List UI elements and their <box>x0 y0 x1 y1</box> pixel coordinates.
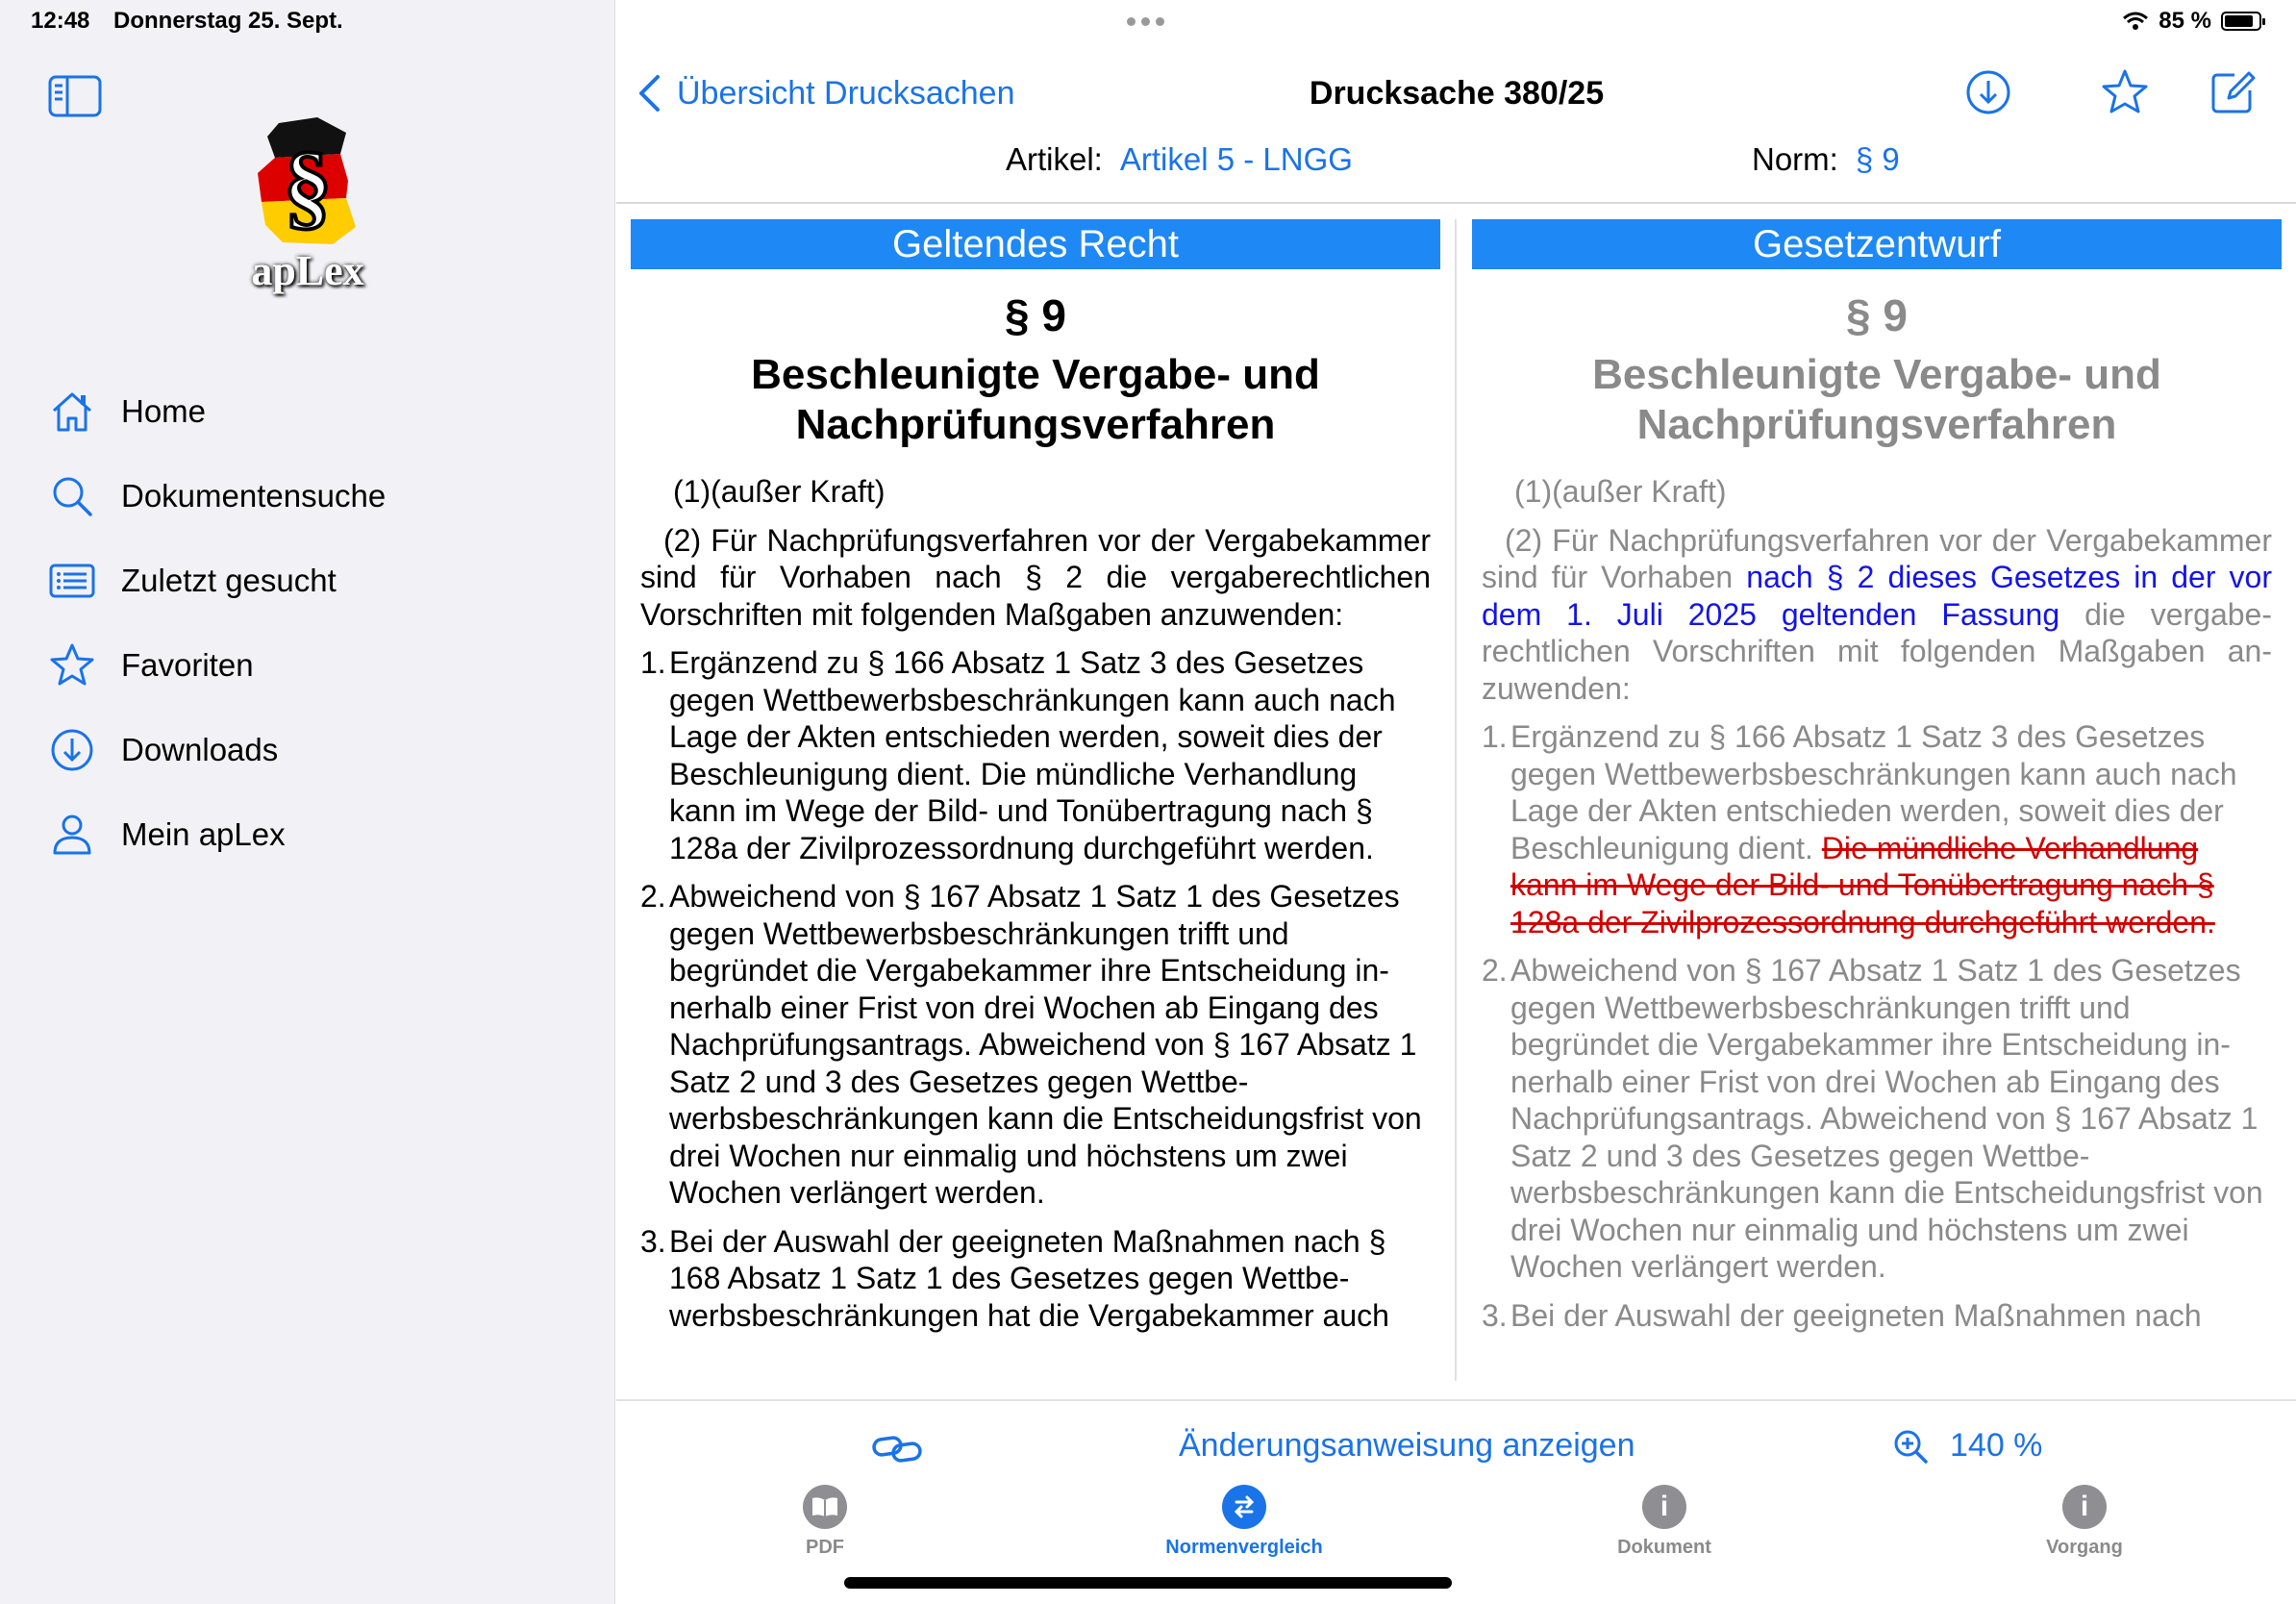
info-icon: i <box>2062 1485 2107 1529</box>
status-indicators <box>2122 8 2261 35</box>
tab-pdf[interactable] <box>729 1485 921 1559</box>
back-button[interactable] <box>636 73 1014 113</box>
list-number: 2. <box>1482 953 1508 988</box>
column-divider <box>1455 219 1457 1381</box>
paragraph-title-line: Beschleunigte Vergabe- und <box>1592 351 2161 398</box>
book-icon <box>803 1485 847 1529</box>
subsection-1: (1)(außer Kraft) <box>1514 474 1727 509</box>
sidebar <box>0 0 615 1604</box>
list-item <box>1482 1297 2272 1335</box>
list-number: 1. <box>1482 719 1508 754</box>
list-item <box>640 878 1431 1212</box>
home-indicator[interactable] <box>844 1577 1452 1589</box>
paragraph-title-line: Nachprüfungsverfahren <box>795 401 1276 448</box>
draft-law-column[interactable] <box>1472 219 2282 1381</box>
tab-label: Dokument <box>1617 1537 1711 1558</box>
inserted-text: nach § 2 dieses Gesetzes in der vor dem 1. Juli 2025 geltenden Fassung <box>1482 560 2273 632</box>
page-title: Drucksache 380/25 <box>1309 75 1605 112</box>
paragraph-body <box>1472 473 2282 1334</box>
download-circle-icon <box>48 726 96 774</box>
compose-icon[interactable] <box>2208 67 2258 117</box>
sidebar-item-downloads[interactable] <box>0 708 615 792</box>
list-number: 3. <box>640 1223 666 1259</box>
show-change-instruction-button[interactable]: Änderungsanweisung anzeigen <box>1179 1427 1635 1464</box>
column-header: Gesetzentwurf <box>1472 219 2282 269</box>
artikel-label: Artikel: <box>1006 141 1103 177</box>
zoom-in-icon <box>1892 1428 1929 1465</box>
sidebar-item-dokumentensuche[interactable] <box>0 454 615 539</box>
star-icon[interactable] <box>2100 67 2150 117</box>
sidebar-nav <box>0 369 615 877</box>
sidebar-item-label: Favoriten <box>121 647 254 683</box>
toolbar-divider <box>616 1399 2296 1401</box>
list-number: 2. <box>640 879 666 914</box>
info-icon: i <box>1642 1485 1686 1529</box>
zoom-button[interactable] <box>1892 1427 2042 1465</box>
text-span: die vergaberechtlichen Vorschriften mit folgenden Maßgaben anzuwenden: <box>1482 596 2273 706</box>
sidebar-item-label: Zuletzt gesucht <box>121 563 337 598</box>
sidebar-item-label: Home <box>121 393 207 429</box>
sidebar-item-home[interactable] <box>0 369 615 454</box>
list-number: 3. <box>1482 1297 1508 1333</box>
logo-text: apLex <box>251 247 364 294</box>
house-icon <box>48 388 96 436</box>
sidebar-item-zuletzt-gesucht[interactable] <box>0 539 615 623</box>
status-date: Donnerstag 25. Sept. <box>113 8 343 34</box>
status-time: 12:48 <box>31 8 90 34</box>
list-text: Ergänzend zu § 166 Absatz 1 Satz 3 des Gesetzes gegen Wettbewerbsbeschränkungen kann auch nach Lage der Akten entschieden werden, soweit dies der Beschleunigung dient. Die mündliche Verhandlung kann im Wege der Bild- und Tonübertragung nach § 128a der Zivilprozessordnung durchgeführt werden. <box>669 645 1396 865</box>
star-icon <box>48 641 96 689</box>
text-span: Ergänzend zu § 166 Absatz 1 Satz 3 des Gesetzes gegen Wettbewerbsbeschränkungen kann auch nach Lage der Akten entschieden werden, soweit dies der Beschleunigung dient. <box>1510 719 2237 865</box>
aplex-logo <box>240 113 375 296</box>
tab-dokument[interactable] <box>1568 1485 1760 1559</box>
tab-label: Vorgang <box>2046 1537 2123 1558</box>
germany-map-icon <box>240 113 375 248</box>
column-header: Geltendes Recht <box>631 219 1440 269</box>
paragraph-number: § 9 <box>1005 290 1066 340</box>
subsection-2: (2) Für Nachprüfungsverfahren vor der Vergabekammer sind für Vorhaben nach § 2 die vergaberechtlichen Vorschriften mit folgenden Maßgaben anzuwenden: <box>640 522 1431 632</box>
norm-label: Norm: <box>1752 141 1838 177</box>
header-divider <box>616 202 2296 204</box>
person-icon <box>48 811 96 859</box>
list-icon <box>48 557 96 605</box>
subsection-2 <box>1482 522 2272 708</box>
norm-value[interactable]: § 9 <box>1855 141 1900 177</box>
link-icon[interactable] <box>870 1427 924 1471</box>
paragraph-title <box>631 350 1440 450</box>
current-law-column[interactable] <box>631 219 1440 1381</box>
magnifier-icon <box>48 472 96 520</box>
tab-label: PDF <box>806 1537 844 1558</box>
sidebar-toggle-icon[interactable] <box>48 75 102 117</box>
svg-text:§: § <box>284 132 332 238</box>
sidebar-item-label: Downloads <box>121 732 279 767</box>
text-span: (2) Für Nachprüfungsverfahren vor der Vergabekammer sind für Vorhaben <box>1482 522 2272 594</box>
battery-percent: 85 % <box>2159 8 2211 34</box>
paragraph-title-line: Nachprüfungsverfahren <box>1636 401 2117 448</box>
subsection-1: (1)(außer Kraft) <box>673 474 886 509</box>
arrows-compare-icon <box>1222 1485 1266 1529</box>
list-text: Bei der Auswahl der geeigneten Maßnahmen nach <box>1510 1297 2202 1333</box>
artikel-selector <box>1006 141 1353 178</box>
list-item <box>640 644 1431 866</box>
list-item <box>1482 718 2272 940</box>
list-text: Bei der Auswahl der geeigneten Maßnahmen nach § 168 Absatz 1 Satz 1 des Gesetzes gegen Wettbewerbsbeschränkungen hat die Vergabekammer auch <box>669 1223 1389 1333</box>
deleted-text: Die mündliche Verhandlung kann im Wege der Bild- und Tonübertragung nach § 128a der Zivilprozessordnung durchgeführt werden. <box>1510 830 2215 940</box>
sidebar-item-mein-aplex[interactable] <box>0 792 615 877</box>
artikel-value[interactable]: Artikel 5 - LNGG <box>1119 141 1353 177</box>
list-text <box>1510 718 2272 940</box>
list-text: Abweichend von § 167 Absatz 1 Satz 1 des Gesetzes gegen Wettbewerbsbeschränkungen trifft und begründet die Vergabekammer ihre Entscheidung innerhalb einer Frist von drei Wochen ab Eingang des Nachprüfungsantrags. Abweichend von § 167 Absatz 1 Satz 2 und 3 des Gesetzes gegen Wettbewerbsbeschränkungen kann die Entscheidungsfrist von drei Wochen nur einmalig und höchstens um zwei Wochen verlängert werden. <box>1510 953 2263 1284</box>
battery-icon <box>2221 12 2261 31</box>
list-number: 1. <box>640 645 666 680</box>
wifi-icon <box>2122 11 2149 32</box>
sidebar-item-label: Mein apLex <box>121 816 286 852</box>
sidebar-item-label: Dokumentensuche <box>121 478 387 514</box>
chevron-left-icon <box>636 73 661 113</box>
download-circle-icon[interactable] <box>1963 67 2013 117</box>
paragraph-title <box>1472 350 2282 450</box>
list-item <box>1482 952 2272 1286</box>
sidebar-item-favoriten[interactable] <box>0 623 615 708</box>
multitasking-dots[interactable] <box>1127 17 1164 26</box>
back-label: Übersicht Drucksachen <box>677 74 1015 112</box>
tab-normenvergleich[interactable] <box>1148 1485 1340 1559</box>
paragraph-body <box>631 473 1440 1334</box>
tab-vorgang[interactable] <box>1988 1485 2181 1559</box>
paragraph-number: § 9 <box>1846 290 1908 340</box>
list-text: Abweichend von § 167 Absatz 1 Satz 1 des Gesetzes gegen Wettbewerbsbeschränkungen trifft und begründet die Vergabekammer ihre Entscheidung innerhalb einer Frist von drei Wochen ab Eingang des Nachprüfungsantrags. Abweichend von § 167 Absatz 1 Satz 2 und 3 des Gesetzes gegen Wettbewerbsbeschränkungen kann die Entscheidungsfrist von drei Wochen nur einmalig und höchstens um zwei Wochen verlängert werden. <box>669 879 1422 1210</box>
zoom-label: 140 % <box>1950 1427 2043 1464</box>
list-item <box>640 1223 1431 1335</box>
paragraph-title-line: Beschleunigte Vergabe- und <box>751 351 1320 398</box>
tab-label: Normenvergleich <box>1165 1537 1323 1558</box>
norm-selector <box>1752 141 1900 178</box>
